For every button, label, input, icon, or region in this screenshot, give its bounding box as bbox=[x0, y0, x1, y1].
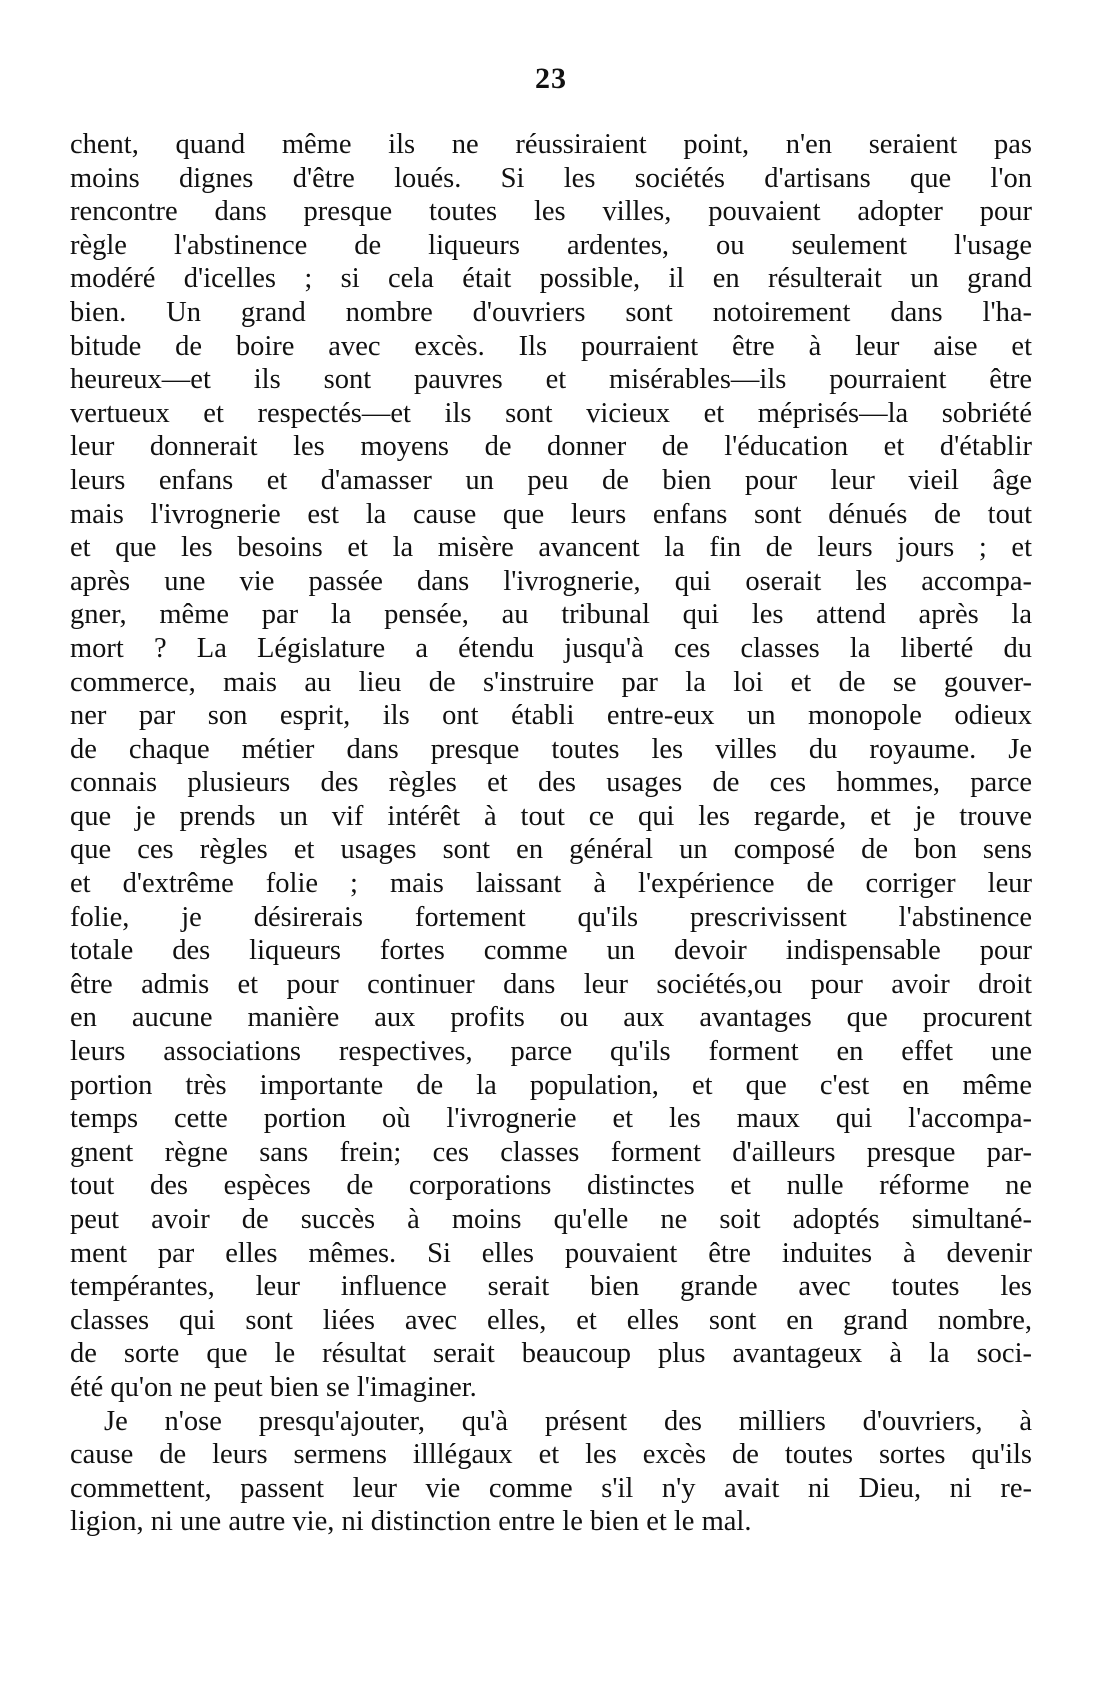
text-line: cause de leurs sermens illlégaux et les excès de toutes sortes qu'ils bbox=[70, 1439, 1032, 1471]
text-line: connais plusieurs des règles et des usages de ces hommes, parce bbox=[70, 767, 1032, 799]
page-number: 23 bbox=[535, 62, 567, 95]
text-line: peut avoir de succès à moins qu'elle ne soit adoptés simultané- bbox=[70, 1204, 1032, 1235]
text-line: folie, je désirerais fortement qu'ils prescrivissent l'abstinence bbox=[70, 901, 1032, 933]
text-line: modéré d'icelles ; si cela était possible, il en résulterait un grand bbox=[70, 263, 1032, 295]
text-line: été qu'on ne peut bien se l'imaginer. bbox=[70, 1371, 477, 1403]
text-line: gner, même par la pensée, au tribunal qui les attend après la bbox=[70, 599, 1032, 631]
text-line: bitude de boire avec excès. Ils pourraient être à leur aise et bbox=[70, 330, 1032, 362]
text-line: de sorte que le résultat serait beaucoup plus avantageux à la soci- bbox=[70, 1338, 1032, 1370]
text-line: après une vie passée dans l'ivrognerie, qui oserait les accompa- bbox=[70, 565, 1032, 597]
text-line: leur donnerait les moyens de donner de l'éducation et d'établir bbox=[70, 431, 1032, 463]
text-line: ligion, ni une autre vie, ni distinction entre le bien et le mal. bbox=[70, 1506, 752, 1538]
text-line: classes qui sont liées avec elles, et elles sont en grand nombre, bbox=[70, 1304, 1032, 1336]
text-line: moins dignes d'être loués. Si les sociétés d'artisans que l'on bbox=[70, 162, 1032, 194]
text-line: mort ? La Législature a étendu jusqu'à ces classes la liberté du bbox=[70, 632, 1032, 664]
text-line: et d'extrême folie ; mais laissant à l'expérience de corriger leur bbox=[70, 868, 1032, 900]
text-line: tout des espèces de corporations distinctes et nulle réforme ne bbox=[70, 1170, 1032, 1202]
text-line: de chaque métier dans presque toutes les villes du royaume. Je bbox=[70, 733, 1032, 765]
text-line: gnent règne sans frein; ces classes forment d'ailleurs presque par- bbox=[70, 1136, 1032, 1168]
text-line: commerce, mais au lieu de s'instruire par la loi et de se gouver- bbox=[70, 666, 1032, 698]
text-line: que je prends un vif intérêt à tout ce qui les regarde, et je trouve bbox=[70, 800, 1032, 832]
paragraph-start-line: Je n'ose presqu'ajouter, qu'à présent des milliers d'ouvriers, à bbox=[104, 1405, 1032, 1437]
text-line: que ces règles et usages sont en général un composé de bon sens bbox=[70, 834, 1032, 866]
text-line: totale des liqueurs fortes comme un devoir indispensable pour bbox=[70, 935, 1032, 967]
text-line: bien. Un grand nombre d'ouvriers sont notoirement dans l'ha- bbox=[70, 296, 1032, 328]
text-line: vertueux et respectés—et ils sont vicieux et méprisés—la sobriété bbox=[70, 397, 1032, 429]
text-line: leurs enfans et d'amasser un peu de bien pour leur vieil âge bbox=[70, 464, 1032, 496]
text-line: et que les besoins et la misère avancent la fin de leurs jours ; et bbox=[70, 532, 1032, 564]
text-line: portion très importante de la population, et que c'est en même bbox=[70, 1069, 1032, 1101]
text-line: être admis et pour continuer dans leur sociétés,ou pour avoir droit bbox=[70, 968, 1032, 1000]
text-line: ner par son esprit, ils ont établi entre-eux un monopole odieux bbox=[70, 700, 1032, 732]
text-line: mais l'ivrognerie est la cause que leurs enfans sont dénués de tout bbox=[70, 498, 1032, 530]
text-line: chent, quand même ils ne réussiraient point, n'en seraient pas bbox=[70, 129, 1032, 160]
body-text bbox=[70, 128, 1032, 1539]
text-line: heureux—et ils sont pauvres et misérables—ils pourraient être bbox=[70, 364, 1032, 396]
text-line: temps cette portion où l'ivrognerie et les maux qui l'accompa- bbox=[70, 1103, 1032, 1135]
text-line: règle l'abstinence de liqueurs ardentes, ou seulement l'usage bbox=[70, 229, 1032, 261]
text-line: commettent, passent leur vie comme s'il n'y avait ni Dieu, ni re- bbox=[70, 1472, 1032, 1504]
text-line: en aucune manière aux profits ou aux avantages que procurent bbox=[70, 1002, 1032, 1034]
text-line: rencontre dans presque toutes les villes, pouvaient adopter pour bbox=[70, 196, 1032, 228]
text-line: tempérantes, leur influence serait bien grande avec toutes les bbox=[70, 1271, 1032, 1303]
text-line: ment par elles mêmes. Si elles pouvaient être induites à devenir bbox=[70, 1237, 1032, 1269]
text-line: leurs associations respectives, parce qu'ils forment en effet une bbox=[70, 1036, 1032, 1068]
